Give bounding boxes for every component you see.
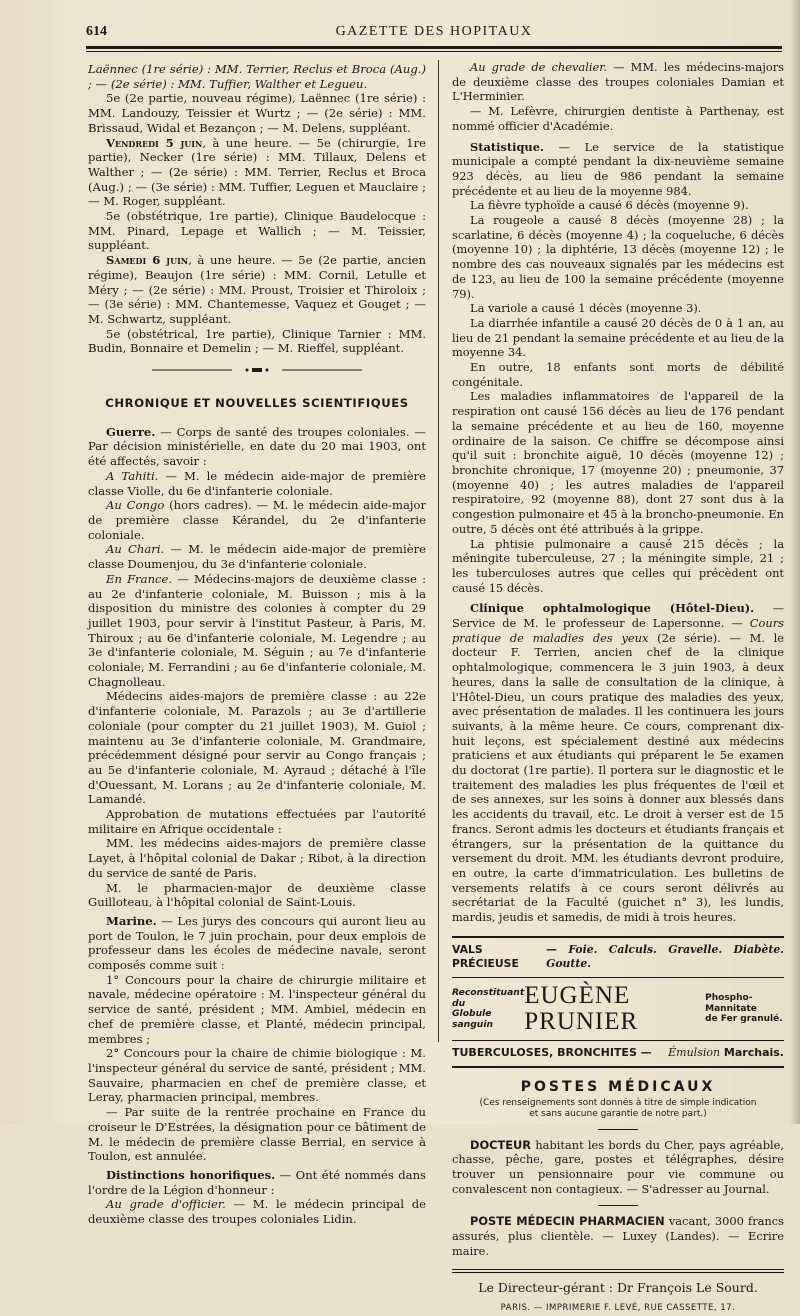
postes-ad: DOCTEUR habitant les bords du Cher, pays agréable, chasse, pêche, gare, postes et télégraphes, désire trouver un pensionnaire pour vie commune ou convalescent non contagieux. — S'adresser au Journal. xyxy=(452,1137,784,1196)
distinctions-paragraph: Distinctions honorifiques. — Ont été nommés dans l'ordre de la Légion d'honneur : xyxy=(88,1167,426,1197)
ad-prunier-brand: EUGÈNE PRUNIER xyxy=(524,982,639,1036)
exam-paragraph: 5e (2e partie, nouveau régime), Laënnec (1re série) : MM. Landouzy, Teissier et Wurtz ; — (2e série) : MM. Brissaud, Widal et Bezançon ; — M. Delens, suppléant. xyxy=(88,91,426,135)
page-header xyxy=(86,22,782,44)
guerre-item: A Tahiti. — M. le médecin aide-major de première classe Violle, du 6e d'infanterie coloniale. xyxy=(88,468,426,498)
page-number: 614 xyxy=(86,24,107,39)
marine-item: 2° Concours pour la chaire de chimie biologique : M. l'inspecteur général du service de santé, président ; MM. Sauvaire, pharmacien en chef de première classe, et Leray, pharmacien principal, membres. xyxy=(88,1046,426,1105)
postes-title: POSTES MÉDICAUX xyxy=(520,1078,716,1095)
right-column xyxy=(452,60,784,1316)
statistique-paragraph: Statistique. — Le service de la statistique municipale a compté pendant la dix-neuvième semaine 923 décès, au lieu de 986 pendant la semaine précédente et au lieu de la moyenne 984. xyxy=(452,139,784,198)
ad-prunier xyxy=(452,983,784,1035)
statistique-paragraph: La rougeole a causé 8 décès (moyenne 28) ; la scarlatine, 6 décès (moyenne 4) ; la coqueluche, 6 décès (moyenne 10) ; la diphtérie, 13 décès (moyenne 12) ; le nombre des cas nouveaux signalés par les médecins est de 123, au lieu de 100 la semaine précédente (moyenne 79). xyxy=(452,213,784,301)
statistique-paragraph: En outre, 18 enfants sont morts de débilité congénitale. xyxy=(452,360,784,389)
short-rule xyxy=(598,1205,638,1206)
ad-rule xyxy=(452,977,784,978)
director-line: Le Directeur-gérant : Dr François Le Sourd. xyxy=(478,1279,758,1295)
distinctions-officier: Au grade d'officier. — M. le médecin principal de deuxième classe des troupes coloniales Lidin. xyxy=(88,1197,426,1227)
ad-vals xyxy=(452,943,784,972)
marine-item: — Par suite de la rentrée prochaine en France du croiseur le D'Estrées, la désignation pour ce bâtiment de M. le médecin de première classe Berrial, en service à Toulon, est annulée. xyxy=(88,1105,426,1164)
section-title: CHRONIQUE ET NOUVELLES SCIENTIFIQUES xyxy=(105,396,409,411)
footer-rule xyxy=(452,1269,784,1273)
statistique-paragraph: La phtisie pulmonaire a causé 215 décès ; la méningite tuberculeuse, 27 ; la méningite simple, 21 ; les tuberculoses autres que celles qui précèdent ont causé 15 décès. xyxy=(452,536,784,595)
guerre-more: Médecins aides-majors de première classe : au 22e d'infanterie coloniale, M. Parazols ; au 3e d'artillerie coloniale (pour compter du 21 juillet 1903), M. Guiol ; maintenu au 3e d'infanterie coloniale, M. Grandmaire, précédemment désigné pour servir au Congo français ; au 5e d'infanterie coloniale, M. Ayraud ; détaché à l'île d'Ouessant, M. Lorans ; au 2e d'infanterie coloniale, M. Lamandé. xyxy=(88,689,426,807)
exam-paragraph: Samedi 6 juin, à une heure. — 5e (2e partie, ancien régime), Beaujon (1re série) : MM. Cornil, Letulle et Méry ; — (2e série) : MM. Proust, Troisier et Thiroloix ; — (3e série) : MM. Chantemesse, Vaquez et Gouget ; — M. Schwartz, suppléant. xyxy=(88,253,426,326)
left-column xyxy=(88,62,426,1227)
statistique-paragraph: La fièvre typhoïde a causé 6 décès (moyenne 9). xyxy=(470,198,749,213)
marine-paragraph: Marine. — Les jurys des concours qui auront lieu au port de Toulon, le 7 juin prochain, pour deux emplois de professeur dans les écoles de médecine navale, seront composés comme suit : xyxy=(88,913,426,973)
postes-ad: POSTE MÉDECIN PHARMACIEN vacant, 3000 francs assurés, plus clientèle. — Luxey (Landes). — Ecrire maire. xyxy=(452,1214,784,1258)
ad-rule xyxy=(452,1040,784,1041)
exam-paragraph: 5e (obstétrique, 1re partie), Clinique Baudelocque : MM. Pinard, Lepage et Wallich ; — M. Teissier, suppléant. xyxy=(88,209,426,253)
postes-subtitle: (Ces renseignements sont donnés à titre de simple indication et sans aucune garantie de notre part.) xyxy=(479,1097,757,1119)
exam-paragraph: Vendredi 5 juin, à une heure. — 5e (chirurgie, 1re partie), Necker (1re série) : MM. Tillaux, Delens et Walther ; — (2e série) : MM. Terrier, Reclus et Broca (Aug.) ; — (3e série) : MM. Tuffier, Leguen et Mauclaire ; — M. Roger, suppléant. xyxy=(88,135,426,209)
guerre-paragraph: Guerre. — Corps de santé des troupes coloniales. — Par décision ministérielle, en date du 20 mai 1903, ont été affectés, savoir : xyxy=(88,424,426,469)
ad-tuberculoses: TUBERCULOSES, BRONCHITES — Émulsion Marchais. xyxy=(452,1046,784,1060)
printer-line: PARIS. — IMPRIMERIE F. LEVÉ, RUE CASSETTE, 17. xyxy=(500,1303,736,1314)
guerre-item: Au Congo (hors cadres). — M. le médecin aide-major de première classe Kérandel, du 2e d'infanterie coloniale. xyxy=(88,498,427,542)
column-divider xyxy=(438,60,439,1042)
journal-title: GAZETTE DES HOPITAUX xyxy=(335,24,533,39)
marine-item: 1° Concours pour la chaire de chirurgie militaire et navale, médecine opératoire : M. l'inspecteur général du service de santé, président ; MM. Ambiel, médecin en chef de première classe, et Planté, médecin principal, membres ; xyxy=(88,972,426,1046)
ad-rule xyxy=(452,936,784,938)
clinique-paragraph: Clinique ophtalmologique (Hôtel-Dieu). — Service de M. le professeur de Lapersonne. — Cours pratique de maladies des yeux (2e série). — M. le docteur F. Terrien, ancien chef de la clinique ophtalmologique, commencera le 3 juin 1903, à deux heures, dans la salle de consultation de la clinique, à l'Hôtel-Dieu, un cours pratique des maladies des yeux, avec présentation de malades. Il les continuera les jours suivants, à la même heure. Ce cours, comprenant dix-huit leçons, est spécialement destiné aux médecins praticiens et aux étudiants qui préparent le 5e examen du doctorat (1re partie). Il portera sur le diagnostic et le traitement des maladies les plus fréquentes de l'œil et de ses annexes, sur les soins à donner aux blessés dans les accidents du travail, etc. Le droit à verser est de 15 francs. Seront admis les docteurs et étudiants français et étrangers, sur la présentation de la quittance du versement du droit. MM. les étudiants devront produire, en outre, la carte d'immatriculation. Les bulletins de versements relatifs à ce cours seront délivrés au secrétariat de la Faculté (guichet n° 3), les lundis, mardis, jeudis et samedis, de midi à trois heures. xyxy=(452,601,785,925)
ad-prunier-right: Phospho-Mannitate de Fer granulé. xyxy=(705,993,783,1025)
statistique-paragraph: La diarrhée infantile a causé 20 décès de 0 à 1 an, au lieu de 21 pendant la semaine précédente et au lieu de la moyenne 34. xyxy=(452,315,784,360)
guerre-item: En France. — Médecins-majors de deuxième classe : au 2e d'infanterie coloniale, M. Buisson ; mis à la disposition du ministre des colonies à compter du 29 juillet 1903, pour servir à l'institut Pasteur, à Paris, M. Thiroux ; au 6e d'infanterie coloniale, M. Legendre ; au 3e d'infanterie coloniale, M. Séguin ; au 7e d'infanterie coloniale, M. Ferrandini ; au 6e d'infanterie coloniale, M. Chagnolleau. xyxy=(88,571,426,689)
ad-vals-text: — Foie. Calculs. Gravelle. Diabète. Goutte. xyxy=(546,942,784,971)
ad-rule xyxy=(452,1066,784,1068)
ad-prunier-left: Reconstituant du Globule sanguin xyxy=(452,987,525,1030)
chevalier-extra: — M. Lefèvre, chirurgien dentiste à Parthenay, est nommé officier d'Académie. xyxy=(452,104,784,133)
exam-paragraph: 5e (obstétrical, 1re partie), Clinique Tarnier : MM. Budin, Bonnaire et Demelin ; — M. Rieffel, suppléant. xyxy=(88,326,426,356)
statistique-paragraph: La variole a causé 1 décès (moyenne 3). xyxy=(470,301,702,316)
header-rule-thin xyxy=(86,51,782,52)
ornament-rule xyxy=(152,366,362,374)
header-rule xyxy=(86,46,782,49)
guerre-more: MM. les médecins aides-majors de première classe Layet, à l'hôpital colonial de Dakar ; Ribot, à la direction du service de santé de Paris. xyxy=(88,836,426,880)
guerre-more: M. le pharmacien-major de deuxième classe Guilloteau, à l'hôpital colonial de Saint-Louis. xyxy=(88,880,426,910)
guerre-item: Au Chari. — M. le médecin aide-major de première classe Doumenjou, du 3e d'infanterie coloniale. xyxy=(88,542,426,572)
exam-paragraph: Laënnec (1re série) : MM. Terrier, Reclus et Broca (Aug.) ; — (2e série) : MM. Tuffier, Walther et Legueu. xyxy=(88,62,426,91)
chevalier-paragraph: Au grade de chevalier. — MM. les médecins-majors de deuxième classe des troupes coloniales Damian et L'Herminier. xyxy=(452,60,784,104)
short-rule xyxy=(598,1129,638,1130)
statistique-paragraph: Les maladies inflammatoires de l'appareil de la respiration ont causé 156 décès au lieu de 176 pendant la semaine précédente et au lieu de 160, moyenne ordinaire de la saison. Ce chiffre se décompose ainsi qu'il suit : bronchite aiguë, 10 décès (moyenne 12) ; bronchite chronique, 17 (moyenne 20) ; pneumonie, 37 (moyenne 40) ; les autres maladies de l'appareil respiratoire, 92 (moyenne 88), dont 27 sont dus à la congestion pulmonaire et 45 à la broncho-pneumonie. En outre, 5 décès ont été attribués à la grippe. xyxy=(452,389,784,536)
guerre-more: Approbation de mutations effectuées par l'autorité militaire en Afrique occidentale : xyxy=(88,807,426,836)
ad-vals-name: VALS PRÉCIEUSE xyxy=(452,942,519,971)
